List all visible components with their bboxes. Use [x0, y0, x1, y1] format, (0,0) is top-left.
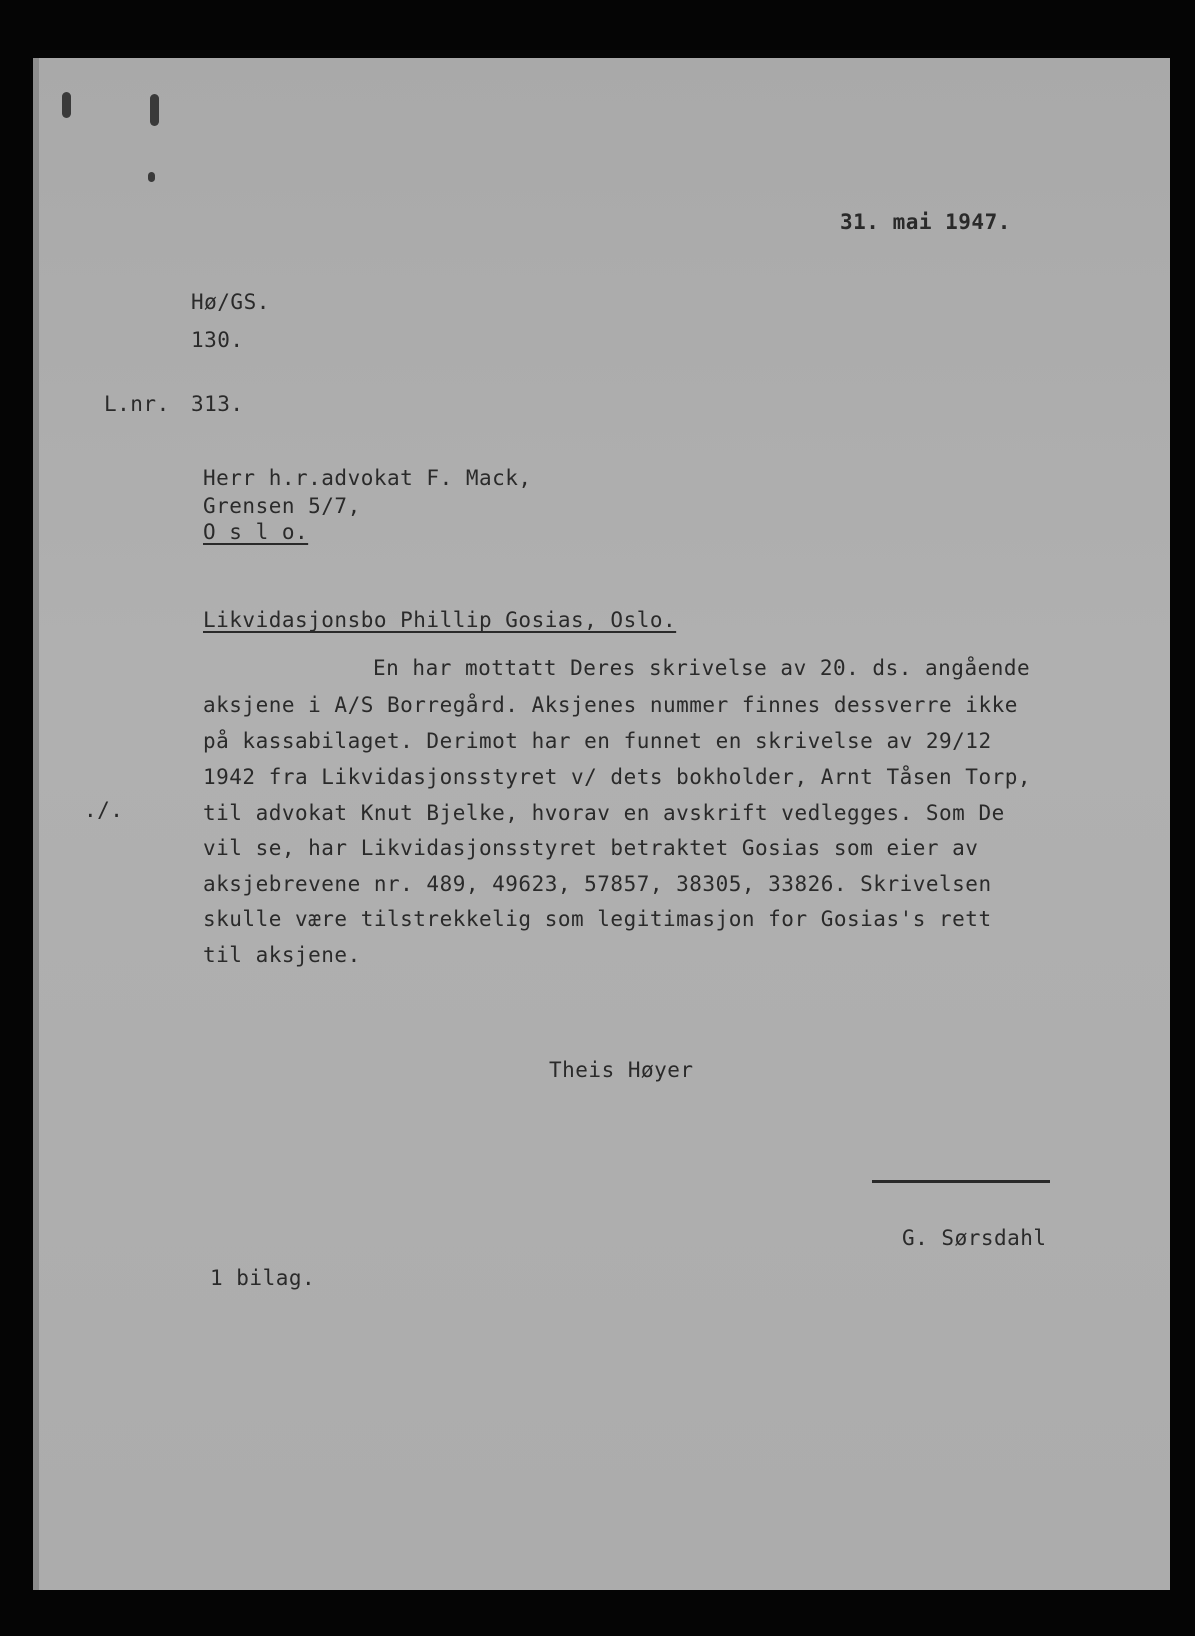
page-edge — [33, 58, 39, 1590]
body-line: 1942 fra Likvidasjonsstyret v/ dets bokholder, Arnt Tåsen Torp, — [203, 765, 1032, 789]
recipient-name: Herr h.r.advokat F. Mack, — [203, 466, 532, 490]
body-line: aksjene i A/S Borregård. Aksjenes nummer finnes dessverre ikke — [203, 693, 1018, 717]
body-line: vil se, har Likvidasjonsstyret betraktet Gosias som eier av — [203, 836, 979, 860]
punch-hole-mark — [148, 172, 155, 182]
enclosure-mark: ./. — [84, 798, 124, 822]
punch-hole-mark — [62, 92, 71, 118]
body-line: på kassabilaget. Derimot har en funnet en skrivelse av 29/12 — [203, 729, 992, 753]
recipient-city: O s l o. — [203, 520, 309, 544]
letter-date: 31. mai 1947. — [840, 210, 1011, 234]
body-line: aksjebrevene nr. 489, 49623, 57857, 38305, 33826. Skrivelsen — [203, 872, 992, 896]
signature-line — [872, 1180, 1050, 1183]
body-line: til aksjene. — [203, 943, 361, 967]
body-line: til advokat Knut Bjelke, hvorav en avskrift vedlegges. Som De — [203, 801, 1005, 825]
signatory-name: Theis Høyer — [549, 1058, 694, 1082]
punch-hole-mark — [150, 94, 159, 126]
letter-number-label: L.nr. — [104, 392, 170, 416]
body-line: skulle være tilstrekkelig som legitimasjon for Gosias's rett — [203, 907, 992, 931]
reference-number: 130. — [191, 328, 244, 352]
body-line: En har mottatt Deres skrivelse av 20. ds. angående — [373, 656, 1031, 680]
attachments-note: 1 bilag. — [210, 1266, 316, 1290]
letter-number: 313. — [191, 392, 244, 416]
reference-initials: Hø/GS. — [191, 290, 270, 314]
recipient-street: Grensen 5/7, — [203, 494, 361, 518]
second-signatory-name: G. Sørsdahl — [902, 1226, 1047, 1250]
letter-subject: Likvidasjonsbo Phillip Gosias, Oslo. — [203, 608, 677, 632]
